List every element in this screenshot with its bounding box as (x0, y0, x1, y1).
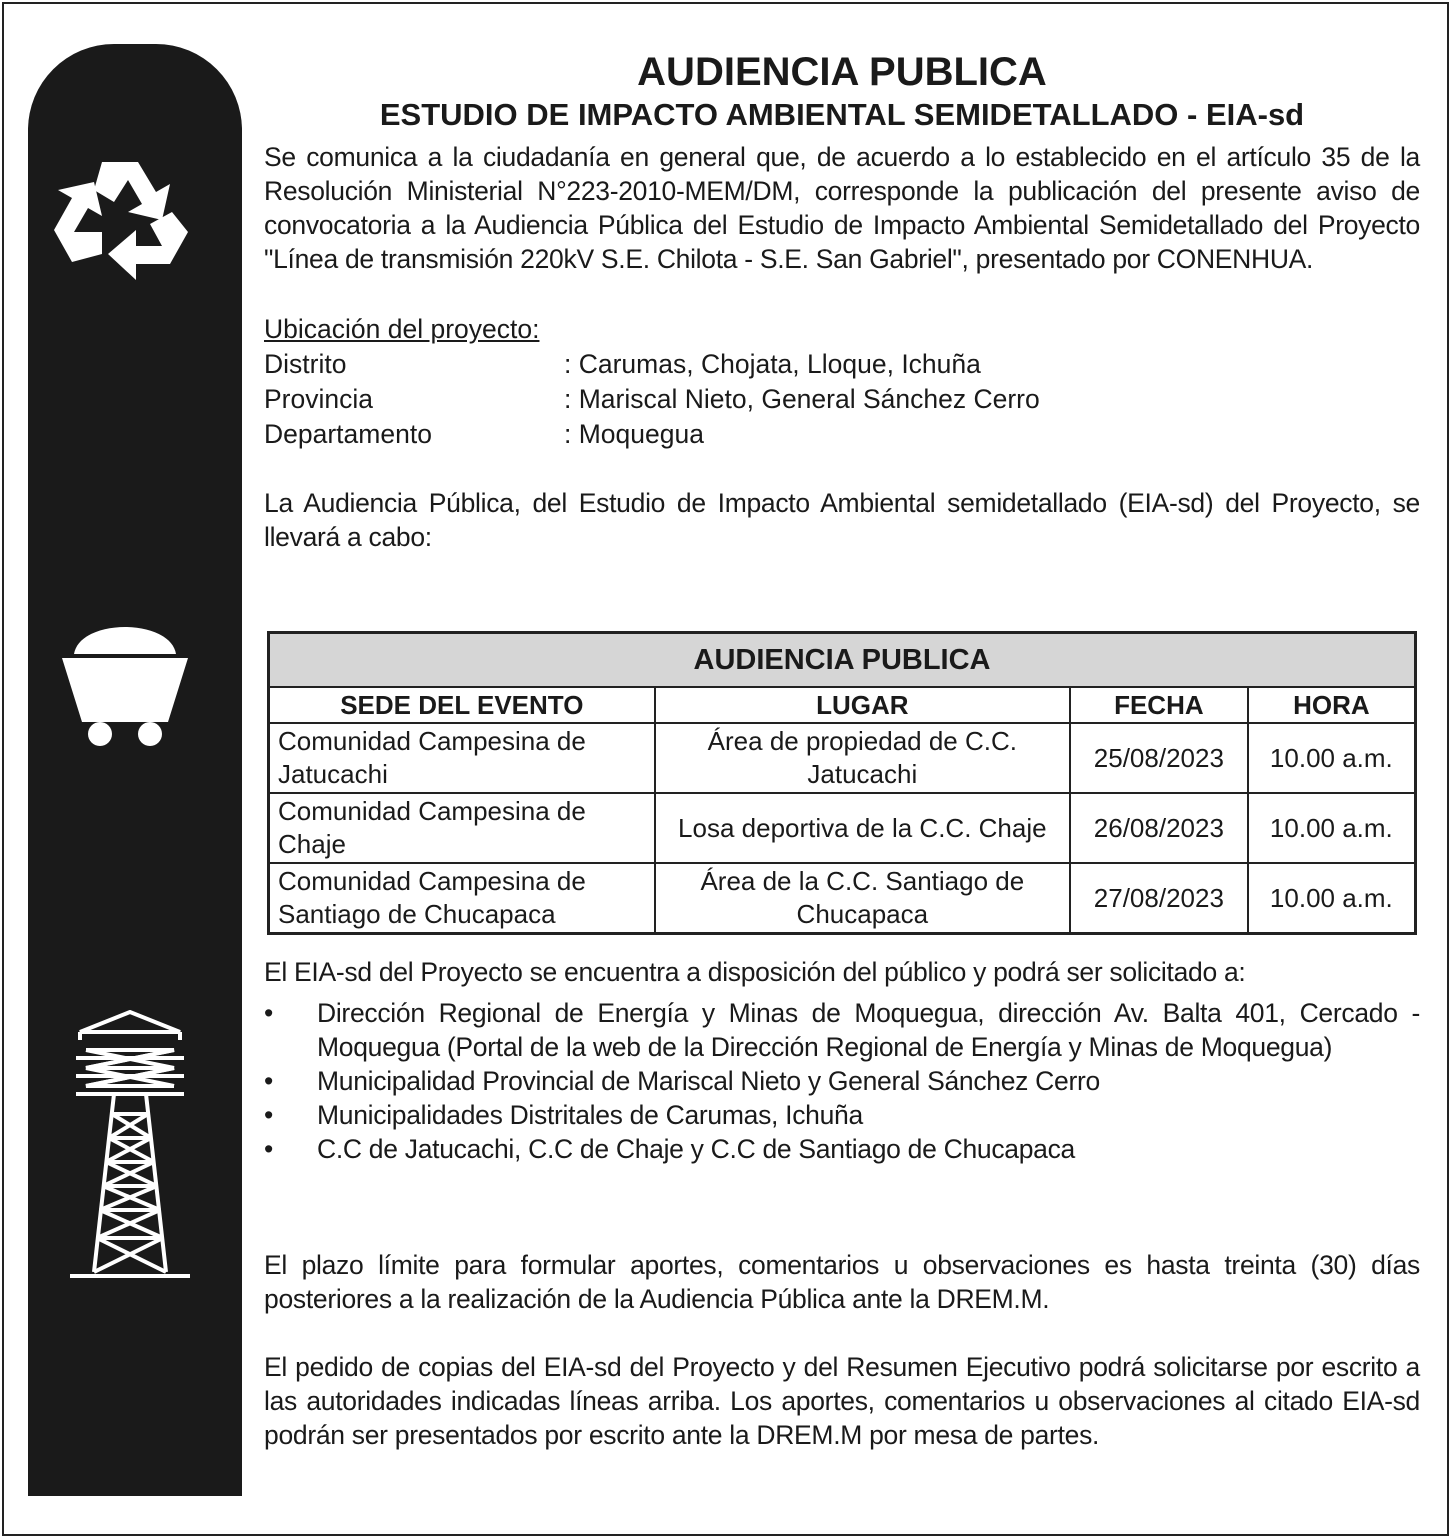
availability-list (264, 996, 1420, 1166)
cell-fecha: 25/08/2023 (1070, 723, 1248, 793)
cell-hora: 10.00 a.m. (1248, 863, 1416, 934)
location-key: Provincia (264, 384, 373, 414)
schedule-intro: La Audiencia Pública, del Estudio de Impacto Ambiental semidetallado (EIA-sd) del Proyecto, se llevará a cabo: (264, 488, 1420, 552)
closing-section (264, 1248, 1420, 1452)
page-subtitle: ESTUDIO DE IMPACTO AMBIENTAL SEMIDETALLADO - EIA-sd (379, 97, 1305, 132)
location-row (264, 382, 1420, 417)
location-value: : Moquegua (564, 419, 704, 449)
cell-lugar: Losa deportiva de la C.C. Chaje (655, 793, 1070, 863)
list-item-text: Municipalidades Distritales de Carumas, Ichuña (317, 1100, 863, 1130)
notice-content (264, 50, 1420, 554)
list-item (264, 1098, 1420, 1132)
table-row (269, 863, 1416, 934)
recycle-icon (50, 154, 200, 299)
cell-hora: 10.00 a.m. (1248, 723, 1416, 793)
bullet: • (264, 998, 273, 1028)
list-item (264, 996, 1420, 1064)
cell-sede: Comunidad Campesina de Jatucachi (269, 723, 655, 793)
list-item-text: Municipalidad Provincial de Mariscal Nieto y General Sánchez Cerro (317, 1066, 1100, 1096)
deadline-paragraph: El plazo límite para formular aportes, comentarios u observaciones es hasta treinta (30) días posteriores a la realización de la Audiencia Pública ante la DREM.M. (264, 1250, 1420, 1314)
location-row (264, 417, 1420, 452)
table-row (269, 793, 1416, 863)
cell-fecha: 27/08/2023 (1070, 863, 1248, 934)
location-value: : Carumas, Chojata, Lloque, Ichuña (564, 349, 981, 379)
location-heading: Ubicación del proyecto: (264, 314, 540, 344)
table-row (269, 723, 1416, 793)
list-item-text: C.C de Jatucachi, C.C de Chaje y C.C de Santiago de Chucapaca (317, 1134, 1075, 1164)
schedule-table (267, 631, 1417, 935)
header-fecha: FECHA (1070, 687, 1248, 723)
location-value: : Mariscal Nieto, General Sánchez Cerro (564, 384, 1040, 414)
header-hora: HORA (1248, 687, 1416, 723)
intro-paragraph: Se comunica a la ciudadanía en general que, de acuerdo a lo establecido en el artículo 35 de la Resolución Ministerial N°223-2010-MEM/DM, corresponde la publicación del presente aviso de convocatoria a la Audiencia Pública del Estudio de Impacto Ambiental Semidetallado del Proyecto "Línea de transmisión 220kV S.E. Chilota - S.E. San Gabriel", presentado por CONENHUA. (264, 142, 1420, 274)
bullet: • (264, 1100, 273, 1130)
cell-fecha: 26/08/2023 (1070, 793, 1248, 863)
copies-paragraph: El pedido de copias del EIA-sd del Proyecto y del Resumen Ejecutivo podrá solicitarse por escrito a las autoridades indicadas líneas arriba. Los aportes, comentarios u observaciones al citado EIA-sd podrán ser presentados por escrito ante la DREM.M por mesa de partes. (264, 1352, 1420, 1450)
list-item (264, 1064, 1420, 1098)
cell-sede: Comunidad Campesina de Santiago de Chucapaca (269, 863, 655, 934)
list-item (264, 1132, 1420, 1166)
bullet: • (264, 1134, 273, 1164)
table-title: AUDIENCIA PUBLICA (269, 633, 1416, 688)
list-item-text: Dirección Regional de Energía y Minas de Moquegua, dirección Av. Balta 401, Cercado - Moquegua (Portal de la web de la Dirección Regional de Energía y Minas de Moquegua) (317, 998, 1420, 1062)
power-tower-icon (68, 1010, 192, 1285)
availability-section (264, 955, 1420, 1166)
location-key: Departamento (264, 419, 432, 449)
cell-lugar: Área de propiedad de C.C. Jatucachi (655, 723, 1070, 793)
header-lugar: LUGAR (655, 687, 1070, 723)
table-header-row (269, 687, 1416, 723)
mine-cart-icon (60, 610, 190, 750)
bullet: • (264, 1066, 273, 1096)
cell-sede: Comunidad Campesina de Chaje (269, 793, 655, 863)
availability-lead: El EIA-sd del Proyecto se encuentra a disposición del público y podrá ser solicitado a: (264, 957, 1246, 987)
header-sede: SEDE DEL EVENTO (269, 687, 655, 723)
decorative-sidebar (28, 44, 242, 1496)
location-row (264, 347, 1420, 382)
page-title: AUDIENCIA PUBLICA (637, 50, 1047, 94)
location-key: Distrito (264, 349, 347, 379)
cell-lugar: Área de la C.C. Santiago de Chucapaca (655, 863, 1070, 934)
cell-hora: 10.00 a.m. (1248, 793, 1416, 863)
